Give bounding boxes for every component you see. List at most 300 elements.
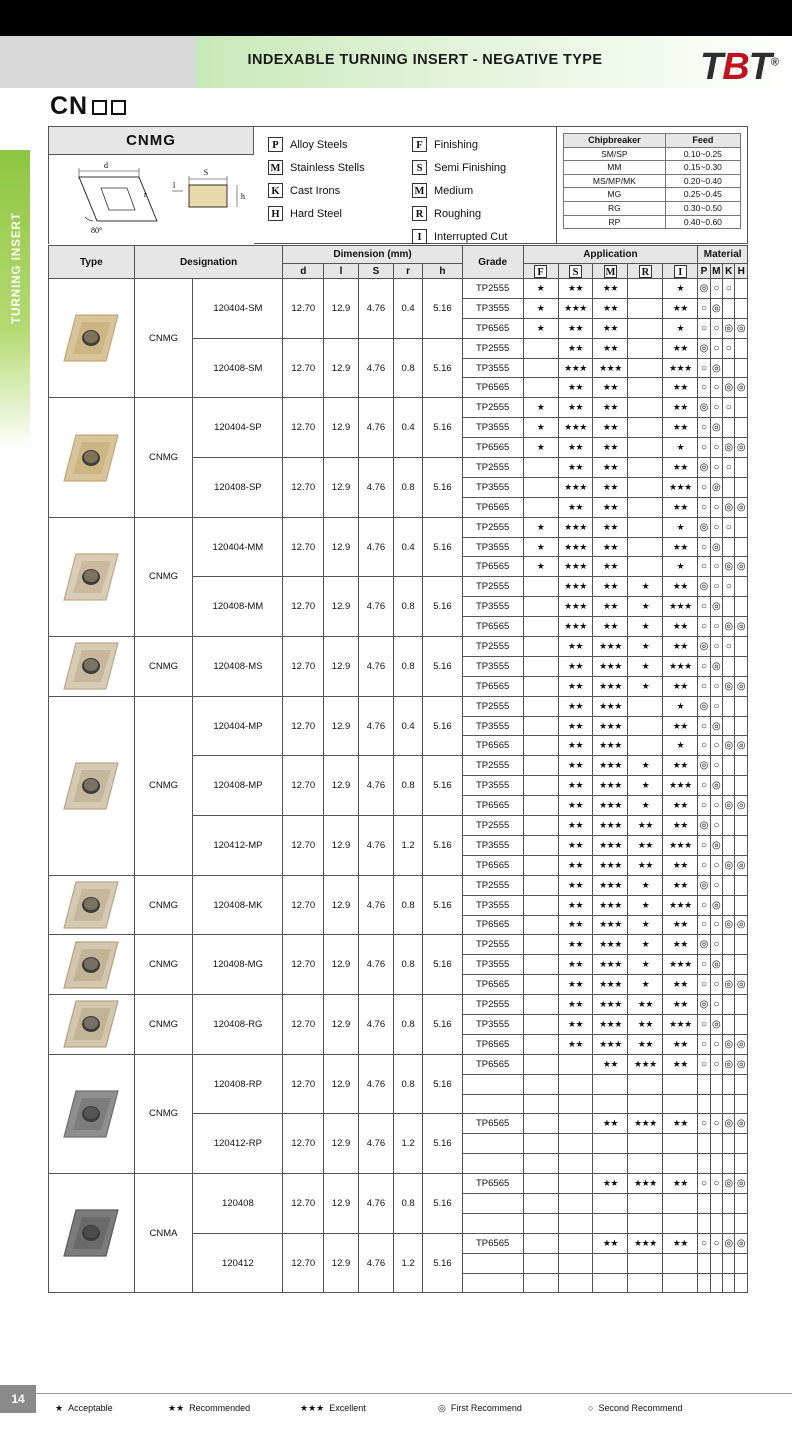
application-r-cell: ★ [628,577,663,597]
material-h-cell [735,716,748,736]
col-header-application: Application [523,246,698,264]
dim-l-cell: 12.9 [324,696,359,756]
grade-cell: TP6565 [462,975,523,995]
application-s-cell: ★★ [558,438,593,458]
material-k-cell: ◎ [723,1174,735,1194]
dim-l-cell: 12.9 [324,875,359,935]
application-m-cell: ★★ [593,1114,628,1134]
dim-h-cell: 5.16 [423,816,462,876]
application-i-cell: ★★ [663,975,698,995]
application-i-cell: ★★★ [663,776,698,796]
application-f-cell: ★ [523,537,558,557]
legend-label-3: First Recommend [450,1403,522,1413]
application-r-cell: ★ [628,955,663,975]
material-p-cell [698,1193,710,1213]
grade-cell: TP6565 [462,1114,523,1134]
application-r-cell [628,398,663,418]
application-r-cell [628,358,663,378]
material-m-cell: ○ [710,279,722,299]
material-h-cell: ◎ [735,1233,748,1253]
dim-l-cell: 12.9 [324,816,359,876]
svg-text:S: S [203,168,209,177]
application-f-cell [523,1034,558,1054]
material-m-cell: ◎ [710,418,722,438]
material-h-cell [735,1213,748,1233]
application-r-cell: ★★ [628,855,663,875]
application-f-cell [523,676,558,696]
application-r-cell: ★★ [628,995,663,1015]
material-h-cell: ◎ [735,1174,748,1194]
application-r-cell: ★ [628,617,663,637]
material-p-cell [698,1213,710,1233]
grade-cell: TP2555 [462,517,523,537]
material-k-cell [723,1014,735,1034]
logo-registered-icon: ® [770,56,778,69]
application-s-cell [558,1114,593,1134]
feed-value: 0.40~0.60 [665,215,740,229]
dim-s-cell: 4.76 [359,517,394,577]
material-p-cell: ○ [698,1114,710,1134]
table-row [49,279,748,299]
operation-legend-item-3 [412,206,507,221]
material-h-cell: ◎ [735,855,748,875]
dim-h-cell: 5.16 [423,577,462,637]
grade-cell [462,1253,523,1273]
material-k-cell [723,955,735,975]
application-m-cell: ★★★ [593,656,628,676]
application-f-cell [523,1014,558,1034]
application-m-cell: ★★★ [593,935,628,955]
application-r-cell [628,716,663,736]
application-s-cell: ★★ [558,915,593,935]
material-p-cell: ○ [698,1174,710,1194]
material-p-cell: ○ [698,1014,710,1034]
application-m-cell: ★★★ [593,875,628,895]
designation-cell: 120404-SP [193,398,283,458]
application-r-cell: ★ [628,676,663,696]
material-k-cell [723,995,735,1015]
dim-d-cell: 12.70 [283,338,324,398]
material-m-cell [710,1094,722,1114]
material-p-cell: ○ [698,776,710,796]
dim-h-cell: 5.16 [423,875,462,935]
application-m-cell: ★★★ [593,716,628,736]
material-m-cell: ◎ [710,477,722,497]
feed-chipbreaker: RG [564,201,666,215]
dim-l-cell: 12.9 [324,637,359,697]
application-r-cell: ★ [628,637,663,657]
svg-text:d: d [104,161,108,170]
application-m-cell: ★★ [593,318,628,338]
material-p-cell: ○ [698,895,710,915]
dim-s-cell: 4.76 [359,816,394,876]
material-m-cell [710,1273,722,1293]
material-m-cell: ○ [710,875,722,895]
page-title-banner: INDEXABLE TURNING INSERT - NEGATIVE TYPE [247,52,603,68]
material-p-cell: ◎ [698,458,710,478]
grade-cell: TP2555 [462,577,523,597]
application-m-cell: ★★★ [593,1034,628,1054]
application-r-cell [628,517,663,537]
grade-cell: TP6565 [462,915,523,935]
material-p-cell: ○ [698,1034,710,1054]
application-r-cell: ★ [628,776,663,796]
application-i-cell: ★★ [663,298,698,318]
dim-s-cell: 4.76 [359,279,394,339]
designation-cell: 120404-SM [193,279,283,339]
material-p-cell: ◎ [698,696,710,716]
material-k-cell: ◎ [723,1054,735,1074]
legend-symbol-0: ★ [55,1403,64,1413]
application-f-cell [523,995,558,1015]
dim-s-cell: 4.76 [359,577,394,637]
feed-table-row [564,174,741,188]
application-r-cell: ★ [628,875,663,895]
material-h-cell: ◎ [735,318,748,338]
col-header-app-I: I [663,264,698,279]
application-s-cell [558,1233,593,1253]
table-row [49,875,748,895]
operation-code-i-icon: I [412,229,427,244]
material-code-k-icon: K [268,183,283,198]
material-code-m-icon: M [268,160,283,175]
col-header-app-M: M [593,264,628,279]
table-row [49,696,748,716]
material-m-cell: ○ [710,497,722,517]
dim-s-cell: 4.76 [359,338,394,398]
material-h-cell [735,935,748,955]
dim-r-cell: 0.8 [393,756,422,816]
material-m-cell: ○ [710,458,722,478]
material-legend-item-0 [268,137,365,152]
application-i-cell: ★★ [663,816,698,836]
material-m-cell: ○ [710,915,722,935]
material-m-cell: ○ [710,1233,722,1253]
material-k-cell [723,835,735,855]
legend-symbol-3: ◎ [438,1403,446,1413]
grade-cell: TP6565 [462,438,523,458]
material-m-cell: ○ [710,756,722,776]
application-i-cell: ★★ [663,1034,698,1054]
placeholder-square-icon-2 [111,100,126,115]
application-s-cell: ★★★ [558,597,593,617]
grade-cell: TP3555 [462,597,523,617]
application-r-cell: ★★★ [628,1054,663,1074]
brand-logo [700,46,778,89]
page-title [50,92,126,121]
application-f-cell [523,577,558,597]
application-s-cell: ★★ [558,895,593,915]
dim-l-cell: 12.9 [324,1233,359,1293]
grade-cell: TP2555 [462,279,523,299]
application-f-cell [523,696,558,716]
grade-cell: TP6565 [462,1174,523,1194]
material-m-cell: ○ [710,696,722,716]
designation-cell: 120408-MS [193,637,283,697]
material-h-cell [735,338,748,358]
material-h-cell: ◎ [735,676,748,696]
material-m-cell: ○ [710,855,722,875]
material-p-cell: ○ [698,358,710,378]
svg-text:80°: 80° [91,226,103,235]
insert-cnmg-mg-image [56,938,126,992]
operation-label-0: Finishing [434,138,479,151]
application-m-cell: ★★★ [593,995,628,1015]
col-header-dim-d: d [283,264,324,279]
dim-d-cell: 12.70 [283,577,324,637]
application-i-cell: ★★ [663,796,698,816]
application-m-cell: ★★ [593,438,628,458]
application-m-cell [593,1213,628,1233]
material-legend-item-3 [268,206,365,221]
material-h-cell [735,637,748,657]
dim-d-cell: 12.70 [283,875,324,935]
material-k-cell [723,298,735,318]
application-s-cell [558,1213,593,1233]
application-s-cell [558,1193,593,1213]
material-h-cell: ◎ [735,915,748,935]
logo-letter-t1: T [700,46,723,88]
insert-type-cell: CNMG [134,637,193,697]
operation-label-3: Roughing [434,207,482,220]
insert-image-cell [49,696,135,875]
material-label-0: Alloy Steels [290,138,348,151]
application-f-cell [523,1094,558,1114]
application-r-cell [628,298,663,318]
dim-l-cell: 12.9 [324,756,359,816]
application-i-cell: ★★ [663,617,698,637]
material-h-cell: ◎ [735,378,748,398]
material-p-cell [698,1253,710,1273]
application-i-cell: ★★ [663,935,698,955]
col-header-mat-M: M [710,264,722,279]
application-i-cell: ★★ [663,497,698,517]
material-m-cell: ○ [710,438,722,458]
application-i-cell [663,1134,698,1154]
application-i-cell: ★★ [663,1233,698,1253]
insert-type-cell: CNMG [134,995,193,1055]
application-f-cell [523,497,558,517]
material-p-cell: ○ [698,1233,710,1253]
material-h-cell [735,955,748,975]
material-m-cell: ○ [710,378,722,398]
application-s-cell: ★★★ [558,617,593,637]
dim-s-cell: 4.76 [359,398,394,458]
dim-d-cell: 12.70 [283,398,324,458]
table-row [49,1054,748,1074]
designation-cell: 120412-MP [193,816,283,876]
application-f-cell [523,358,558,378]
material-h-cell [735,597,748,617]
dimension-drawing-svg [49,155,254,244]
application-s-cell: ★★ [558,318,593,338]
material-m-cell: ◎ [710,537,722,557]
insert-cnmg-mm-image [56,550,126,604]
operation-label-4: Interrupted Cut [434,230,508,243]
dim-r-cell: 0.8 [393,458,422,518]
application-s-cell [558,1154,593,1174]
grade-cell: TP3555 [462,656,523,676]
legend-item-0 [55,1403,113,1414]
application-i-cell: ★★ [663,378,698,398]
insert-cnmg-rp-image [56,1087,126,1141]
dim-h-cell: 5.16 [423,1054,462,1114]
application-r-cell [628,378,663,398]
insert-image-cell [49,1054,135,1173]
material-k-cell [723,816,735,836]
feed-value: 0.15~0.30 [665,161,740,175]
material-p-cell: ○ [698,676,710,696]
application-i-cell: ★★★ [663,477,698,497]
dim-d-cell: 12.70 [283,1054,324,1114]
application-s-cell: ★★ [558,637,593,657]
dim-s-cell: 4.76 [359,995,394,1055]
material-p-cell: ○ [698,318,710,338]
application-r-cell: ★ [628,895,663,915]
material-m-cell: ○ [710,816,722,836]
insert-image-cell [49,935,135,995]
material-label-2: Cast Irons [290,184,341,197]
dim-r-cell: 0.8 [393,637,422,697]
application-f-cell [523,477,558,497]
application-s-cell: ★★ [558,835,593,855]
material-h-cell [735,477,748,497]
grade-cell: TP2555 [462,458,523,478]
application-r-cell [628,318,663,338]
material-legend-item-2 [268,183,365,198]
feed-chipbreaker: RP [564,215,666,229]
material-k-cell: ◎ [723,557,735,577]
material-k-cell [723,756,735,776]
application-f-cell [523,915,558,935]
col-header-app-S: S [558,264,593,279]
application-m-cell [593,1094,628,1114]
grade-cell [462,1074,523,1094]
application-i-cell: ★ [663,318,698,338]
application-s-cell [558,1273,593,1293]
material-p-cell: ○ [698,796,710,816]
application-f-cell [523,1193,558,1213]
operation-legend-item-2 [412,183,507,198]
side-tab-turning-insert [0,150,30,450]
material-label-1: Stainless Stells [290,161,365,174]
col-header-dimension: Dimension (mm) [283,246,462,264]
application-i-cell: ★★★ [663,895,698,915]
material-k-cell: ◎ [723,1233,735,1253]
dim-r-cell: 0.4 [393,279,422,339]
product-specification-table [48,245,748,1293]
material-p-cell: ○ [698,736,710,756]
material-h-cell [735,1154,748,1174]
material-k-cell [723,1074,735,1094]
insert-cnmg-sm-image [56,311,126,365]
dim-s-cell: 4.76 [359,1233,394,1293]
grade-cell: TP6565 [462,736,523,756]
application-m-cell: ★★★ [593,796,628,816]
material-k-cell [723,875,735,895]
feed-value: 0.20~0.40 [665,174,740,188]
material-k-cell [723,1253,735,1273]
application-f-cell [523,776,558,796]
application-f-cell [523,656,558,676]
material-p-cell: ○ [698,477,710,497]
application-s-cell: ★★ [558,338,593,358]
application-s-cell: ★★ [558,756,593,776]
application-r-cell: ★★★ [628,1233,663,1253]
application-i-cell: ★★ [663,338,698,358]
application-s-cell: ★★ [558,736,593,756]
application-i-cell: ★★ [663,676,698,696]
application-i-cell: ★ [663,517,698,537]
col-header-mat-H: H [735,264,748,279]
dim-l-cell: 12.9 [324,935,359,995]
designation-cell: 120408-MK [193,875,283,935]
material-k-cell: ◎ [723,796,735,816]
insert-type-cell: CNMG [134,696,193,875]
material-h-cell [735,776,748,796]
dim-h-cell: 5.16 [423,279,462,339]
material-k-cell: ◎ [723,497,735,517]
footer [0,1393,792,1443]
application-m-cell: ★★★ [593,855,628,875]
application-f-cell [523,637,558,657]
material-h-cell [735,398,748,418]
grade-cell: TP3555 [462,418,523,438]
application-f-cell [523,756,558,776]
legend-item-3 [438,1403,522,1414]
application-f-cell [523,458,558,478]
material-k-cell [723,597,735,617]
material-h-cell [735,418,748,438]
material-m-cell: ○ [710,398,722,418]
legend-label-1: Recommended [189,1403,251,1413]
application-m-cell: ★★★ [593,637,628,657]
material-p-cell: ○ [698,438,710,458]
dim-r-cell: 0.8 [393,1174,422,1234]
application-m-cell [593,1253,628,1273]
legend-symbol-1: ★★ [168,1403,185,1413]
application-s-cell: ★★ [558,955,593,975]
side-tab-label: TURNING INSERT [11,212,23,324]
application-m-cell: ★★ [593,378,628,398]
dim-d-cell: 12.70 [283,995,324,1055]
legend-item-2 [300,1403,366,1414]
material-h-cell [735,577,748,597]
grade-cell: TP3555 [462,537,523,557]
feed-table-row [564,161,741,175]
dim-r-cell: 1.2 [393,1233,422,1293]
application-s-cell: ★★ [558,676,593,696]
application-r-cell [628,1134,663,1154]
grade-cell: TP2555 [462,756,523,776]
application-s-cell: ★★★ [558,577,593,597]
dim-h-cell: 5.16 [423,1114,462,1174]
material-k-cell [723,418,735,438]
application-s-cell: ★★ [558,875,593,895]
application-f-cell [523,378,558,398]
grade-cell: TP6565 [462,378,523,398]
application-r-cell [628,1074,663,1094]
grade-cell [462,1134,523,1154]
application-s-cell: ★★ [558,378,593,398]
application-s-cell: ★★ [558,656,593,676]
application-f-cell [523,1114,558,1134]
page-number: 14 [0,1385,36,1413]
application-r-cell [628,1193,663,1213]
material-k-cell [723,696,735,716]
dim-l-cell: 12.9 [324,1114,359,1174]
dim-d-cell: 12.70 [283,458,324,518]
